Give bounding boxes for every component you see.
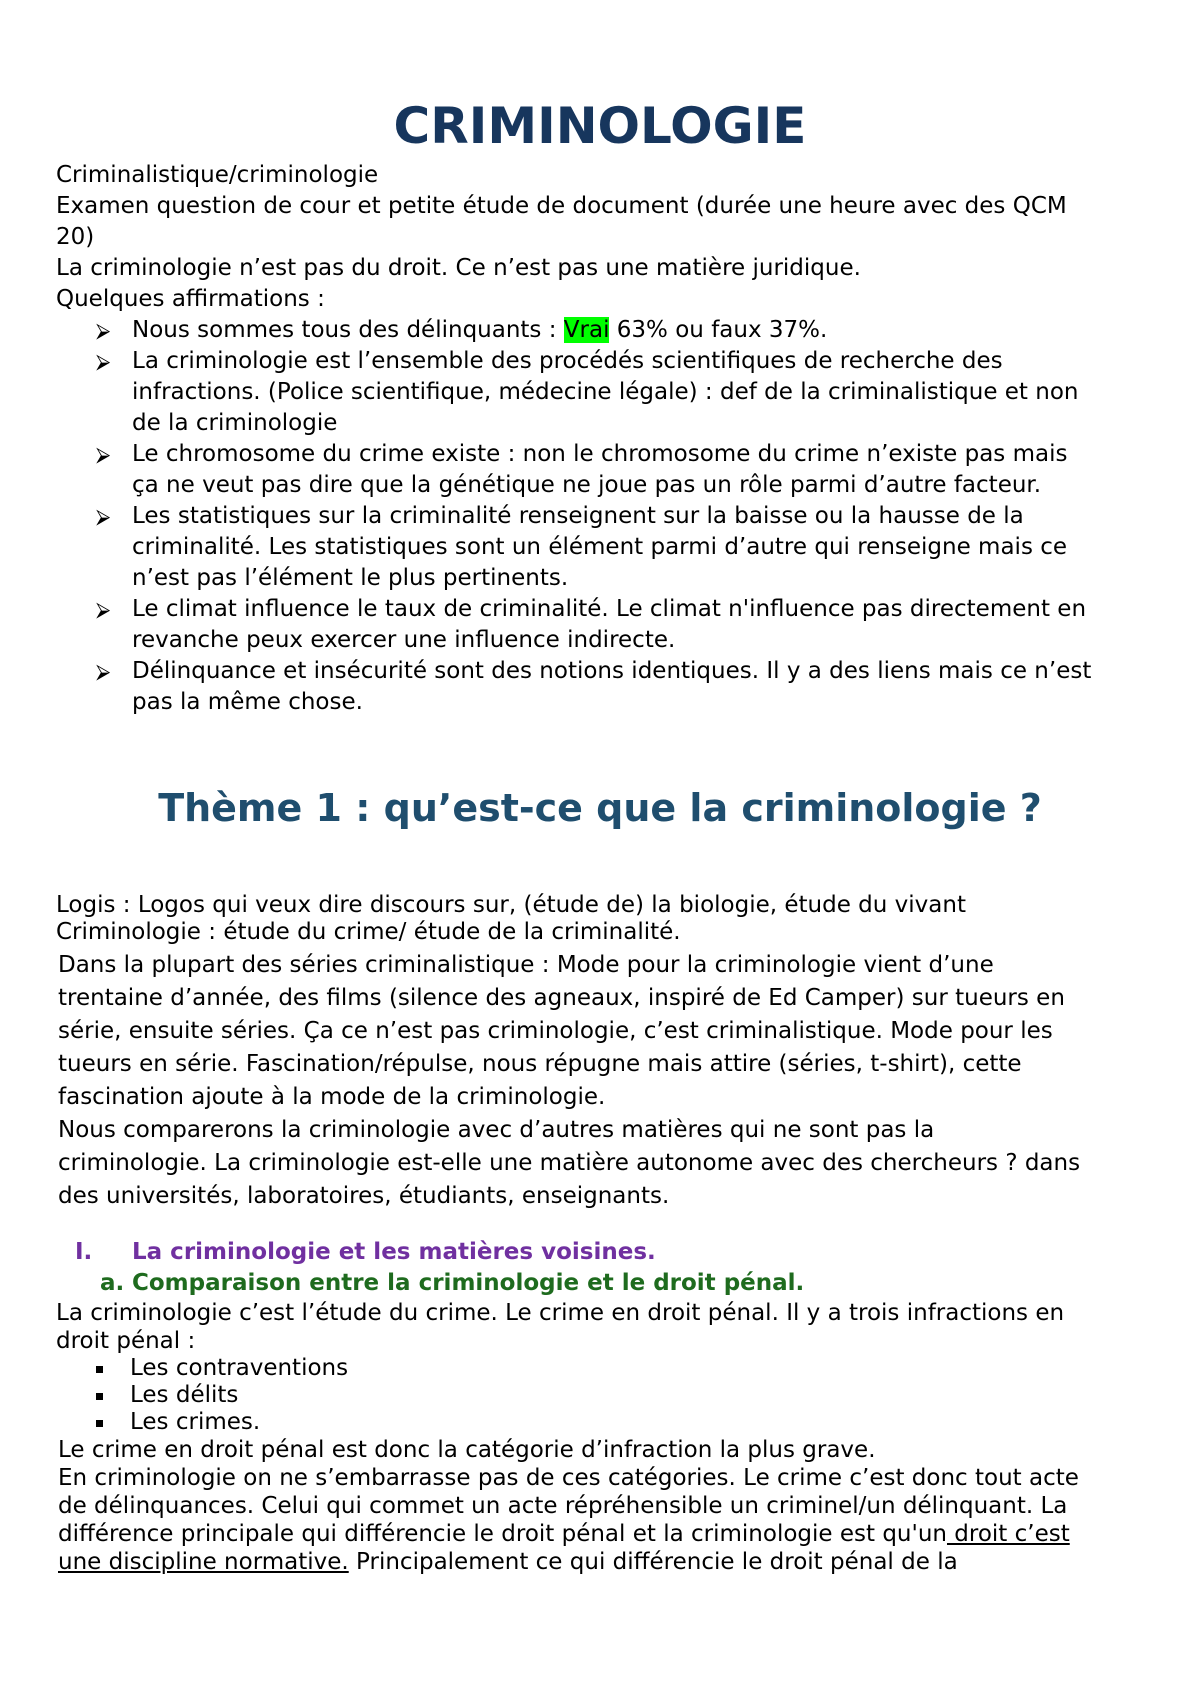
paragraph-line: criminologie. La criminologie est-elle une matière autonome avec des chercheurs ? dans: [58, 1150, 1081, 1176]
square-bullet-icon: [96, 1393, 103, 1400]
affirmation-3-line: Le chromosome du crime existe : non le chromosome du crime n’existe pas mais: [132, 441, 1068, 467]
list-item: [96, 346, 1091, 439]
infractions-list: [130, 1355, 348, 1436]
intro-line-2b: 20): [56, 224, 95, 250]
affirmation-4-line: n’est pas l’élément le plus pertinents.: [132, 565, 569, 591]
list-item: [96, 315, 1091, 346]
paragraph-line: Le crime en droit pénal est donc la catégorie d’infraction la plus grave.: [58, 1437, 876, 1463]
intro-line-1: Criminalistique/criminologie: [56, 162, 379, 188]
paragraph-line: des universités, laboratoires, étudiants, enseignants.: [58, 1183, 670, 1209]
paragraph-4-line-5-text: Principalement ce qui différencie le droit pénal de la: [348, 1549, 958, 1575]
square-bullet-icon: [96, 1366, 103, 1373]
list-item: [96, 501, 1091, 594]
infraction-label: Les contraventions: [130, 1355, 349, 1381]
paragraph-line: fascination ajoute à la mode de la criminologie.: [58, 1084, 606, 1110]
affirmation-6-line: pas la même chose.: [132, 689, 363, 715]
paragraph-line: Nous comparerons la criminologie avec d’autres matières qui ne sont pas la: [58, 1117, 935, 1143]
subsection-a-title: Comparaison entre la criminologie et le droit pénal.: [132, 1270, 805, 1296]
affirmation-2-line: La criminologie est l’ensemble des procédés scientifiques de recherche des: [132, 348, 1003, 374]
paragraph-line: [58, 1520, 1079, 1548]
paragraph-4: [58, 1436, 1079, 1576]
infraction-label: Les crimes.: [130, 1409, 261, 1435]
paragraph-line: trentaine d’année, des films (silence des agneaux, inspiré de Ed Camper) sur tueurs en: [58, 985, 1065, 1011]
underlined-emphasis: une discipline normative.: [58, 1549, 349, 1575]
section-1-title: La criminologie et les matières voisines.: [132, 1239, 656, 1265]
arrow-bullet-icon: ⮚: [96, 504, 111, 528]
arrow-bullet-icon: ⮚: [96, 659, 111, 683]
list-item: [130, 1382, 348, 1409]
arrow-bullet-icon: ⮚: [96, 442, 111, 466]
affirmation-5-line: revanche peux exercer une influence indirecte.: [132, 627, 676, 653]
paragraph-line: de délinquances. Celui qui commet un acte répréhensible un criminel/un délinquant. La: [58, 1493, 1068, 1519]
definition-criminologie: Criminologie : étude du crime/ étude de la criminalité.: [56, 919, 681, 945]
paragraph-3-line: droit pénal :: [56, 1328, 196, 1354]
affirmation-6-line: Délinquance et insécurité sont des notions identiques. Il y a des liens mais ce n’est: [132, 658, 1092, 684]
list-item: [96, 594, 1091, 656]
paragraph-line: En criminologie on ne s’embarrasse pas de ces catégories. Le crime c’est donc tout acte: [58, 1465, 1079, 1491]
subsection-a-letter: a.: [100, 1270, 125, 1296]
square-bullet-icon: [96, 1420, 103, 1427]
paragraph-line: tueurs en série. Fascination/répulse, nous répugne mais attire (séries, t-shirt), cette: [58, 1051, 1022, 1077]
arrow-bullet-icon: ⮚: [96, 597, 111, 621]
paragraph-4-line-4-text: différence principale qui différencie le droit pénal et la criminologie est qu'un: [58, 1521, 947, 1547]
definition-logis: Logis : Logos qui veux dire discours sur, (étude de) la biologie, étude du vivant: [56, 892, 966, 918]
list-item: [130, 1355, 348, 1382]
document-title: CRIMINOLOGIE: [393, 97, 807, 155]
affirmation-5-line: Le climat influence le taux de criminalité. Le climat n'influence pas directement en: [132, 596, 1087, 622]
affirmation-2-line: de la criminologie: [132, 410, 338, 436]
arrow-bullet-icon: ⮚: [96, 318, 111, 342]
paragraph-line: [58, 1548, 1079, 1576]
intro-line-4: Quelques affirmations :: [56, 286, 325, 312]
affirmations-list: [96, 315, 1092, 718]
affirmation-2-line: infractions. (Police scientifique, médecine légale) : def de la criminalistique et non: [132, 379, 1079, 405]
affirmation-4-line: Les statistiques sur la criminalité renseignent sur la baisse ou la hausse de la: [132, 503, 1024, 529]
affirmation-4-line: criminalité. Les statistiques sont un élément parmi d’autre qui renseigne mais ce: [132, 534, 1068, 560]
arrow-bullet-icon: ⮚: [96, 349, 111, 373]
list-item: [96, 439, 1091, 501]
affirmation-1-result: 63% ou faux 37%.: [609, 317, 828, 343]
paragraph-1: [58, 949, 1080, 1213]
paragraph-line: série, ensuite séries. Ça ce n’est pas criminologie, c’est criminalistique. Mode pour les: [58, 1018, 1053, 1044]
paragraph-line: Dans la plupart des séries criminalistique : Mode pour la criminologie vient d’une: [58, 952, 994, 978]
intro-line-3: La criminologie n’est pas du droit. Ce n’est pas une matière juridique.: [56, 255, 861, 281]
list-item: [130, 1409, 348, 1436]
intro-line-2a: Examen question de cour et petite étude de document (durée une heure avec des QCM: [56, 193, 1067, 219]
theme-heading: Thème 1 : qu’est-ce que la criminologie ?: [158, 786, 1042, 830]
list-item: [96, 656, 1092, 718]
paragraph-3-line: La criminologie c’est l’étude du crime. Le crime en droit pénal. Il y a trois infractions en: [56, 1300, 1065, 1326]
affirmation-1-text: Nous sommes tous des délinquants :: [132, 317, 564, 343]
affirmation-3-line: ça ne veut pas dire que la génétique ne joue pas un rôle parmi d’autre facteur.: [132, 472, 1042, 498]
underlined-emphasis: droit c’est: [946, 1521, 1070, 1547]
section-1-number: I.: [75, 1239, 93, 1265]
highlight-vrai: Vrai: [563, 317, 610, 343]
infraction-label: Les délits: [130, 1382, 239, 1408]
